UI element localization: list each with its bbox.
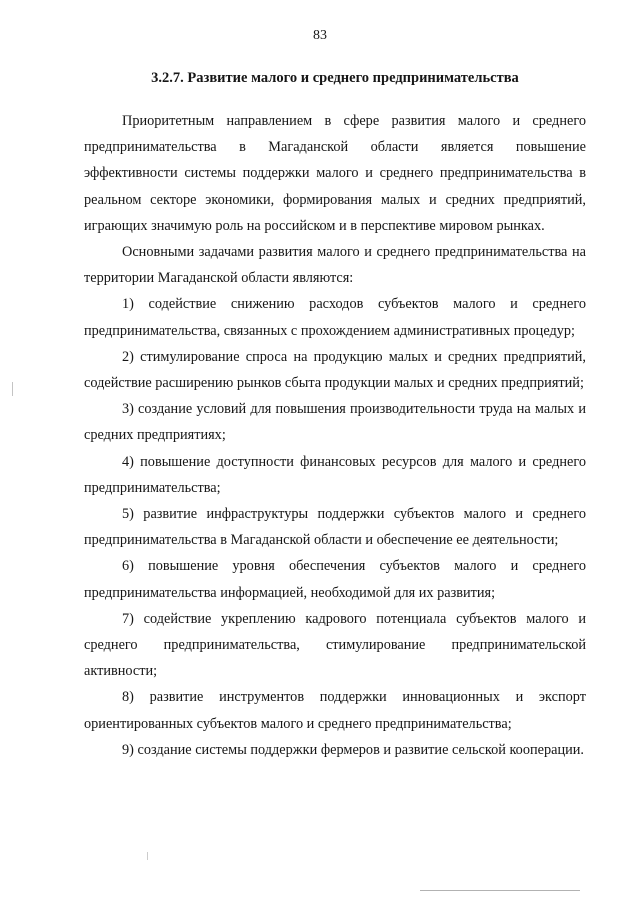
intro-paragraph: Приоритетным направлением в сфере развития малого и среднего предпринимательства в Магаданской области является повышение эффективности системы поддержки малого и среднего предпринимательства в реальном секторе экономики, формирования малых и средних предприятий, играющих значимую роль на российском и в перспективе мировом рынках. xyxy=(84,113,586,234)
section-body xyxy=(84,108,586,763)
scan-artifact-left xyxy=(12,382,13,396)
task-item-8: 8) развитие инструментов поддержки инновационных и экспорт ориентированных субъектов малого и среднего предпринимательства; xyxy=(84,689,586,732)
task-item-4: 4) повышение доступности финансовых ресурсов для малого и среднего предпринимательства; xyxy=(84,453,586,496)
scan-artifact-bottom xyxy=(420,890,580,891)
task-item-2: 2) стимулирование спроса на продукцию малых и средних предприятий, содействие расширению рынков сбыта продукции малых и средних предприятий; xyxy=(84,348,586,392)
task-item-6: 6) повышение уровня обеспечения субъектов малого и среднего предпринимательства информацией, необходимой для их развития; xyxy=(84,558,586,601)
task-item-3: 3) создание условий для повышения производительности труда на малых и средних предприятиях; xyxy=(84,401,586,444)
task-item-5: 5) развитие инфраструктуры поддержки субъектов малого и среднего предпринимательства в Магаданской области и обеспечение ее деятельности; xyxy=(84,506,586,549)
task-item-7: 7) содействие укреплению кадрового потенциала субъектов малого и среднего предпринимательства, стимулирование предпринимательской активности; xyxy=(84,610,586,680)
section-heading: 3.2.7. Развитие малого и среднего предпринимательства xyxy=(151,70,519,86)
tasks-intro-paragraph: Основными задачами развития малого и среднего предпринимательства на территории Магаданской области являются: xyxy=(84,244,586,287)
task-item-1: 1) содействие снижению расходов субъектов малого и среднего предпринимательства, связанных с прохождением административных процедур; xyxy=(84,296,586,339)
scan-artifact-mid xyxy=(147,852,148,860)
page-number: 83 xyxy=(313,28,327,43)
task-item-9: 9) создание системы поддержки фермеров и развитие сельской кооперации. xyxy=(122,741,584,758)
